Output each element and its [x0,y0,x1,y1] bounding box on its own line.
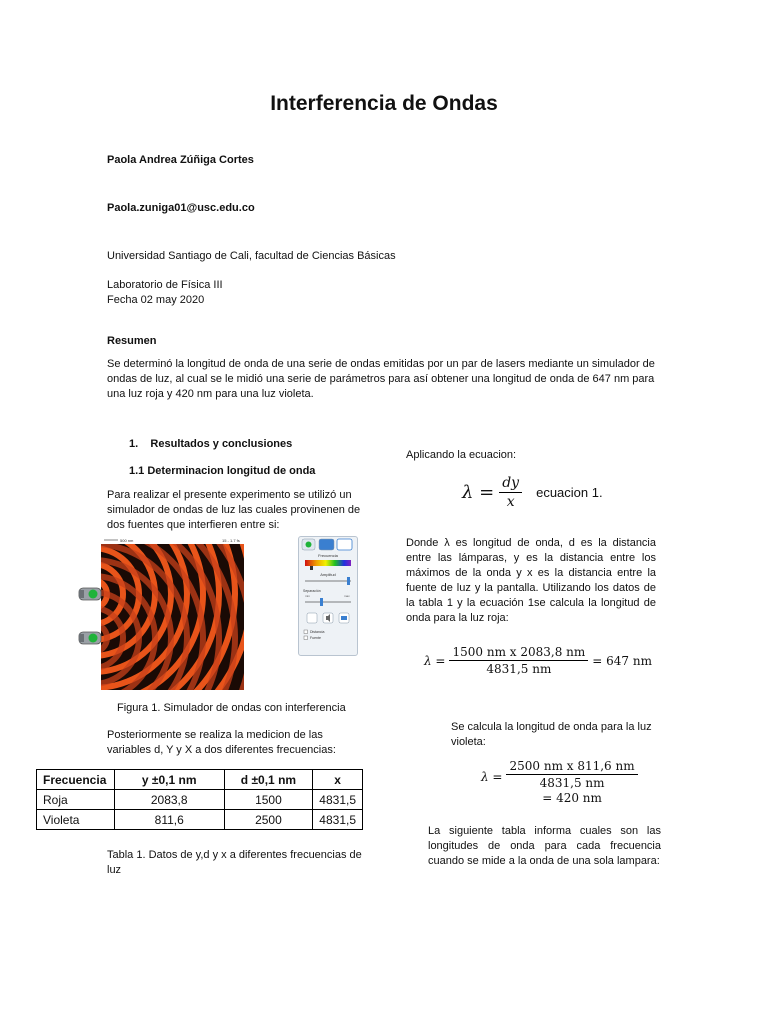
violet-paragraph: Se calcula la longitud de onda para la luz violeta: [451,721,652,748]
distance-checkbox[interactable] [304,630,308,634]
equation-1 [462,475,603,510]
violet-denominator: 4831,5 nm [539,776,605,790]
frequency-label: Frecuencia [318,553,338,558]
table-header: Frecuencia [37,770,115,790]
light-source-icon [306,542,312,548]
equation-denominator: x [506,494,515,510]
table-cell: 2083,8 [114,790,224,810]
separation-label: Separación [303,589,321,593]
data-table [36,769,363,830]
laser-bottom[interactable] [79,632,101,644]
distance-checkbox-label: Distancia [310,630,325,634]
frequency-spectrum-slider[interactable] [305,560,351,566]
red-result: = 647 nm [592,653,652,668]
pause-button[interactable] [307,613,317,623]
red-fraction [449,645,588,676]
table-row [37,810,363,830]
equation-fraction [499,475,522,510]
violet-fraction [506,759,637,790]
separation-thumb[interactable] [320,598,323,606]
table-header: x [313,770,363,790]
table-cell: 1500 [224,790,313,810]
apply-equation-text: Aplicando la ecuacion: [406,449,517,461]
table-caption: Tabla 1. Datos de y,d y x a diferentes frecuencias de luz [107,849,362,876]
separation-min: min [305,594,310,598]
sound-mode-button[interactable] [319,539,334,550]
separation-max: max [344,594,350,598]
red-numerator: 1500 nm x 2083,8 nm [449,645,588,661]
table-cell: 811,6 [114,810,224,830]
equation-label: ecuacion 1. [536,485,603,500]
explanation-paragraph: Donde λ es longitud de onda, d es la distancia entre las lámparas, y es la distancia entre los máximos de la onda y x es la distancia entre la fuente de luz y la pantalla. Utilizando los datos de la tabla 1 y la ecuación 1se calcula la longitud de onda para la luz roja: [406,537,656,624]
figure-caption: Figura 1. Simulador de ondas con interferencia [117,702,346,714]
equation-lhs: λ = [462,482,495,503]
scale-label: 500 nm [120,538,134,543]
section-number: 1. [129,438,139,450]
closing-paragraph: La siguiente tabla informa cuales son las longitudes de onda para cada frecuencia cuando se mide a la onda de una sola lampara: [428,825,661,867]
table-cell: 2500 [224,810,313,830]
amplitude-label: Amplitud [320,572,336,577]
table-cell: Roja [37,790,115,810]
light-mode-button[interactable] [337,539,352,550]
table-header: d ±0,1 nm [224,770,313,790]
abstract-text: Se determinó la longitud de onda de una serie de ondas emitidas por un par de lasers mediante un simulador de ondas de luz, al cual se le midió una serie de parámetros para así obtener una longitud de onda de 647 nm para una luz roja y 420 nm para una luz violeta. [107,358,655,400]
section-title: Resultados y conclusiones [150,438,293,450]
source-checkbox[interactable] [304,636,308,640]
abstract-heading: Resumen [107,335,157,347]
time-label: 15 - 1.7 fs [222,538,240,543]
date: Fecha 02 may 2020 [107,294,205,306]
violet-lhs: λ = [481,770,503,784]
laser-top[interactable] [79,588,101,600]
red-wavelength-equation [424,645,652,676]
subsection-heading: 1.1 Determinacion longitud de onda [129,465,316,477]
violet-wavelength-equation [481,759,638,805]
author-email: Paola.zuniga01@usc.edu.co [107,202,255,214]
equation-numerator: dy [499,475,522,493]
table-header: y ±0,1 nm [114,770,224,790]
paper-title: Interferencia de Ondas [270,92,498,115]
interference-pattern [78,536,248,692]
screen-icon [341,616,347,620]
violet-fraction-block [506,759,637,805]
table-row [37,790,363,810]
intro-paragraph: Para realizar el presente experimento se utilizó un simulador de ondas de luz las cuales provinenen de dos fuentes que interfieren entre si: [107,489,361,531]
source-checkbox-label: Fuente [310,636,321,640]
violet-result: = 420 nm [542,791,602,805]
lab-name: Laboratorio de Física III [107,279,223,291]
measure-paragraph: Posteriormente se realiza la medicion de las variables d, Y y X a dos diferentes frecuencias: [107,729,336,756]
violet-numerator: 2500 nm x 811,6 nm [506,759,637,775]
table-cell: 4831,5 [313,810,363,830]
university: Universidad Santiago de Cali, facultad de Ciencias Básicas [107,250,396,262]
frequency-thumb[interactable] [310,566,313,570]
amplitude-thumb[interactable] [347,577,350,585]
section-heading [129,437,292,452]
table-cell: 4831,5 [313,790,363,810]
control-panel-graphic [299,537,357,655]
author-name: Paola Andrea Zúñiga Cortes [107,154,254,166]
red-denominator: 4831,5 nm [486,662,552,676]
table-cell: Violeta [37,810,115,830]
red-lhs: λ = [424,653,446,668]
table-header-row [37,770,363,790]
simulator-control-panel [298,536,358,656]
wave-simulator-figure [78,536,248,692]
